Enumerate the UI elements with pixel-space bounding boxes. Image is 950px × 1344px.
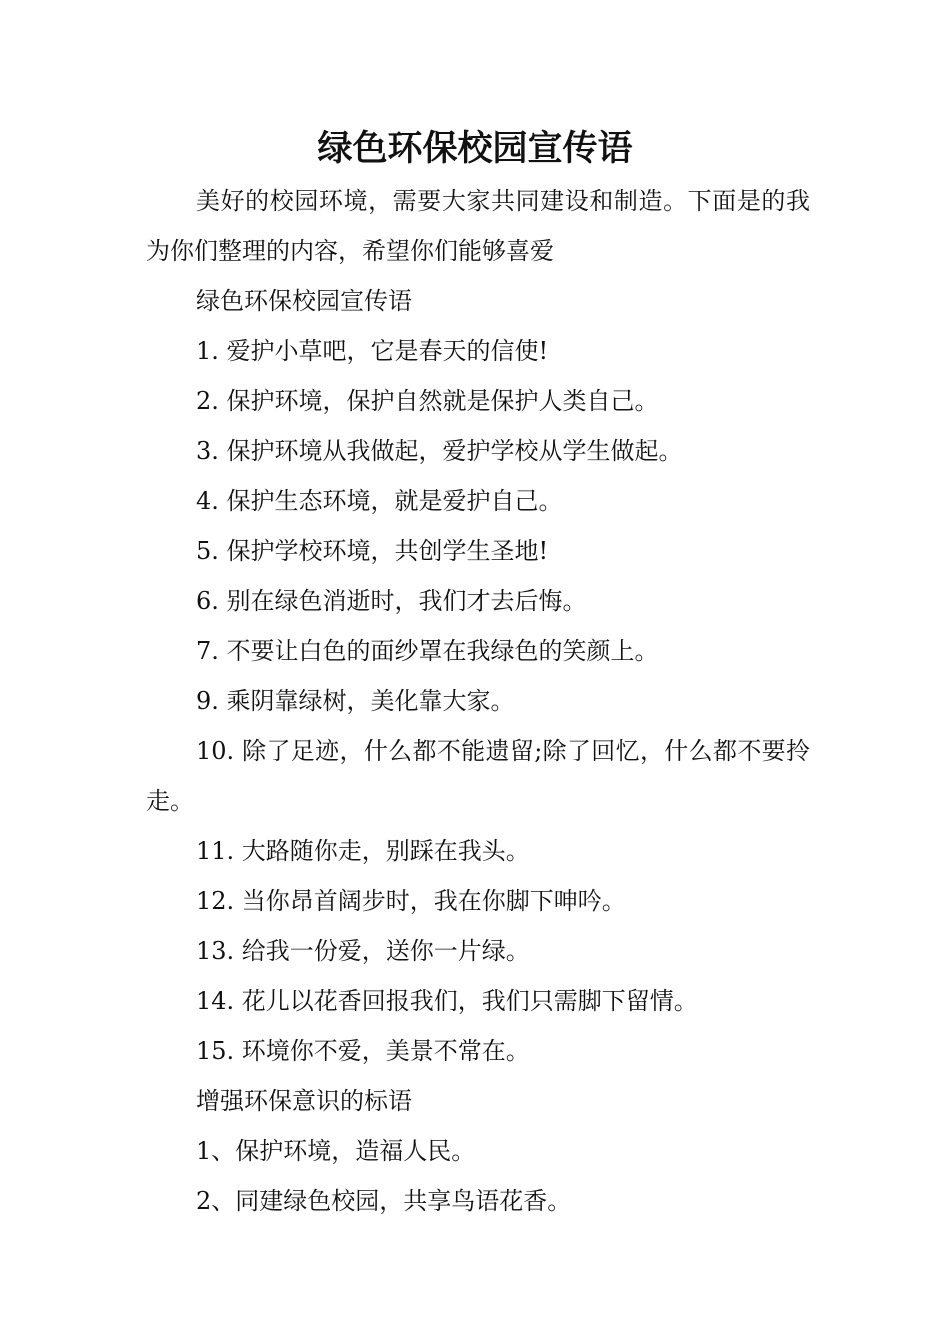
slogan-item: 3. 保护环境从我做起，爱护学校从学生做起。 xyxy=(196,437,683,465)
slogan-item: 10. 除了足迹，什么都不能遗留;除了回忆，什么都不要拎走。 xyxy=(146,737,810,815)
slogan-item: 6. 别在绿色消逝时，我们才去后悔。 xyxy=(196,587,587,615)
awareness-slogan-item: 1、保护环境，造福人民。 xyxy=(196,1137,476,1165)
slogan-item: 12. 当你昂首阔步时，我在你脚下呻吟。 xyxy=(196,887,626,915)
awareness-slogan-item: 2、同建绿色校园，共享鸟语花香。 xyxy=(196,1187,572,1215)
intro-paragraph: 美好的校园环境，需要大家共同建设和制造。下面是的我为你们整理的内容，希望你们能够喜爱 xyxy=(146,187,810,265)
slogan-item: 7. 不要让白色的面纱罩在我绿色的笑颜上。 xyxy=(196,637,659,665)
slogan-item: 13. 给我一份爱，送你一片绿。 xyxy=(196,937,530,965)
slogan-item: 9. 乘阴靠绿树，美化靠大家。 xyxy=(196,687,515,715)
slogan-item: 4. 保护生态环境，就是爱护自己。 xyxy=(196,487,563,515)
slogan-item: 15. 环境你不爱，美景不常在。 xyxy=(196,1037,530,1065)
slogan-item: 5. 保护学校环境，共创学生圣地! xyxy=(196,537,549,565)
slogan-item: 11. 大路随你走，别踩在我头。 xyxy=(196,837,530,865)
slogan-item: 1. 爱护小草吧，它是春天的信使! xyxy=(196,337,549,365)
section-heading-campus-slogans: 绿色环保校园宣传语 xyxy=(196,287,412,315)
document-body xyxy=(146,176,810,1226)
slogan-item: 14. 花儿以花香回报我们，我们只需脚下留情。 xyxy=(196,987,698,1015)
slogan-item: 2. 保护环境，保护自然就是保护人类自己。 xyxy=(196,387,659,415)
section-heading-awareness-slogans: 增强环保意识的标语 xyxy=(196,1087,412,1115)
document-title: 绿色环保校园宣传语 xyxy=(317,128,633,169)
